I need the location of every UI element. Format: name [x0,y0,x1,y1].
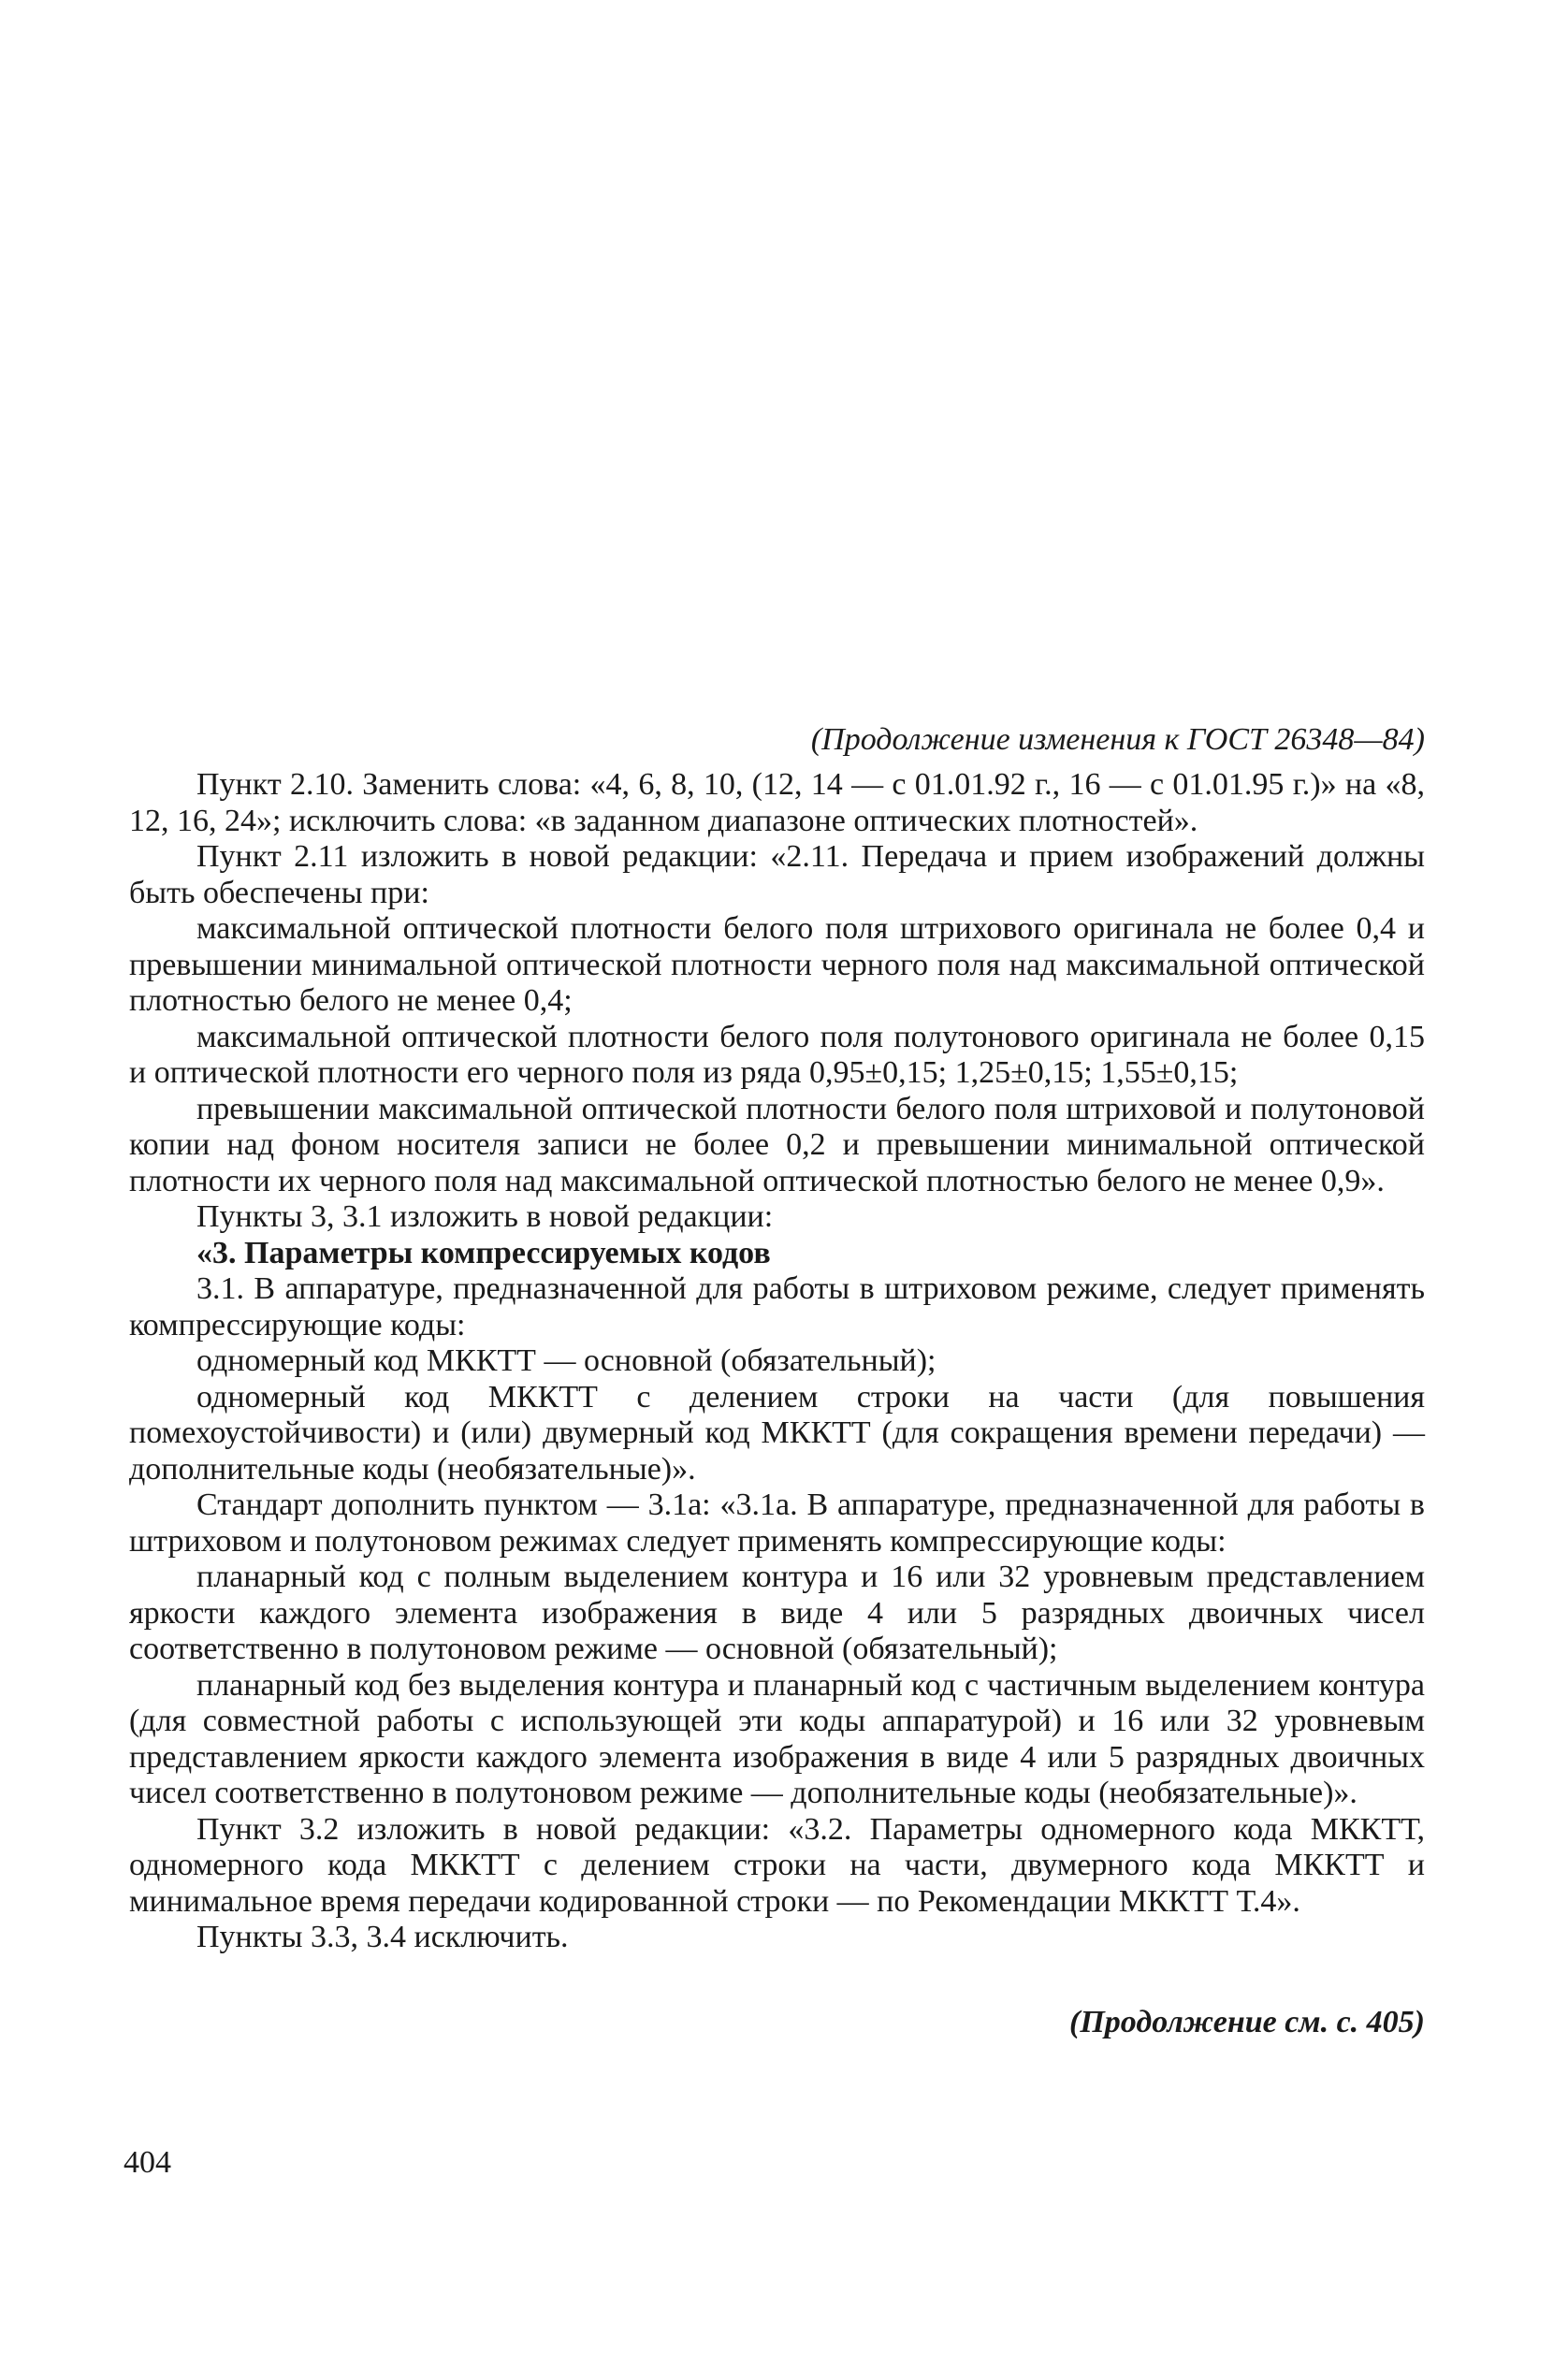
section-heading: «3. Параметры компрессируемых кодов [196,1235,771,1270]
document-page [129,720,1425,2074]
page-header: (Продолжение изменения к ГОСТ 26348—84) [810,722,1425,757]
paragraph-2-10: Пункт 2.10. Заменить слова: «4, 6, 8, 10, (12, 14 — с 01.01.92 г., 16 — с 01.01.95 г.)» на «8, 12, 16, 24»; исключить слова: «в заданном диапазоне оптических плотностей». [129,767,1425,838]
paragraph-1d-code: одномерный код МККТТ — основной (обязательный); [196,1343,936,1378]
page-number: 404 [123,2145,171,2180]
continuation-note: (Продолжение см. с. 405) [1069,2004,1425,2039]
paragraph-planar-full: планарный код с полным выделением контура и 16 или 32 уровневым представлением яркости каждого элемента изображения в виде 4 или 5 разрядных двоичных чисел соответственно в полутоновом режиме — основной (обязательный); [129,1560,1425,1666]
paragraph-planar-partial: планарный код без выделения контура и планарный код с частичным выделением контура (для совместной работы с использующей эти коды аппаратурой) и 16 или 32 уровневым представлением яркости каждого элемента изображения в виде 4 или 5 разрядных двоичных чисел соответственно в полутоновом режиме — дополнительные коды (необязательные)». [129,1667,1425,1810]
paragraph-3-1: 3.1. В аппаратуре, предназначенной для работы в штриховом режиме, следует применять компрессирующие коды: [129,1271,1425,1342]
paragraph-2-11: Пункт 2.11 изложить в новой редакции: «2.11. Передача и прием изображений должны быть обеспечены при: [129,839,1425,910]
paragraph-3-1a: Стандарт дополнить пунктом — 3.1а: «3.1а. В аппаратуре, предназначенной для работы в штриховом и полутоновом режимах следует применять компрессирующие коды: [129,1487,1425,1559]
paragraph-points-3: Пункты 3, 3.1 изложить в новой редакции: [196,1199,774,1234]
paragraph-copy-density: превышении максимальной оптической плотности белого поля штриховой и полутоновой копии над фоном носителя записи не более 0,2 и превышении минимальной оптической плотности их черного поля над максимальной оптической плотностью белого не менее 0,9». [129,1091,1425,1198]
paragraph-1d-code-split: одномерный код МККТТ с делением строки на части (для повышения помехоустойчивости) и (или) двумерный код МККТТ (для сокращения времени передачи) — дополнительные коды (необязательные)». [129,1379,1425,1487]
paragraph-halftone-original: максимальной оптической плотности белого поля полутонового оригинала не более 0,15 и оптической плотности его черного поля из ряда 0,95±0,15; 1,25±0,15; 1,55±0,15; [129,1019,1425,1090]
paragraph-3-3: Пункты 3.3, 3.4 исключить. [196,1920,569,1954]
paragraph-line-original: максимальной оптической плотности белого поля штрихового оригинала не более 0,4 и превышении минимальной оптической плотности черного поля над максимальной оптической плотностью белого не менее 0,4; [129,911,1425,1018]
paragraph-3-2: Пункт 3.2 изложить в новой редакции: «3.2. Параметры одномерного кода МККТТ, одномерного кода МККТТ с делением строки на части, двумерного кода МККТТ и минимальное время передачи кодированной строки — по Рекомендации МККТТ Т.4». [129,1811,1425,1919]
